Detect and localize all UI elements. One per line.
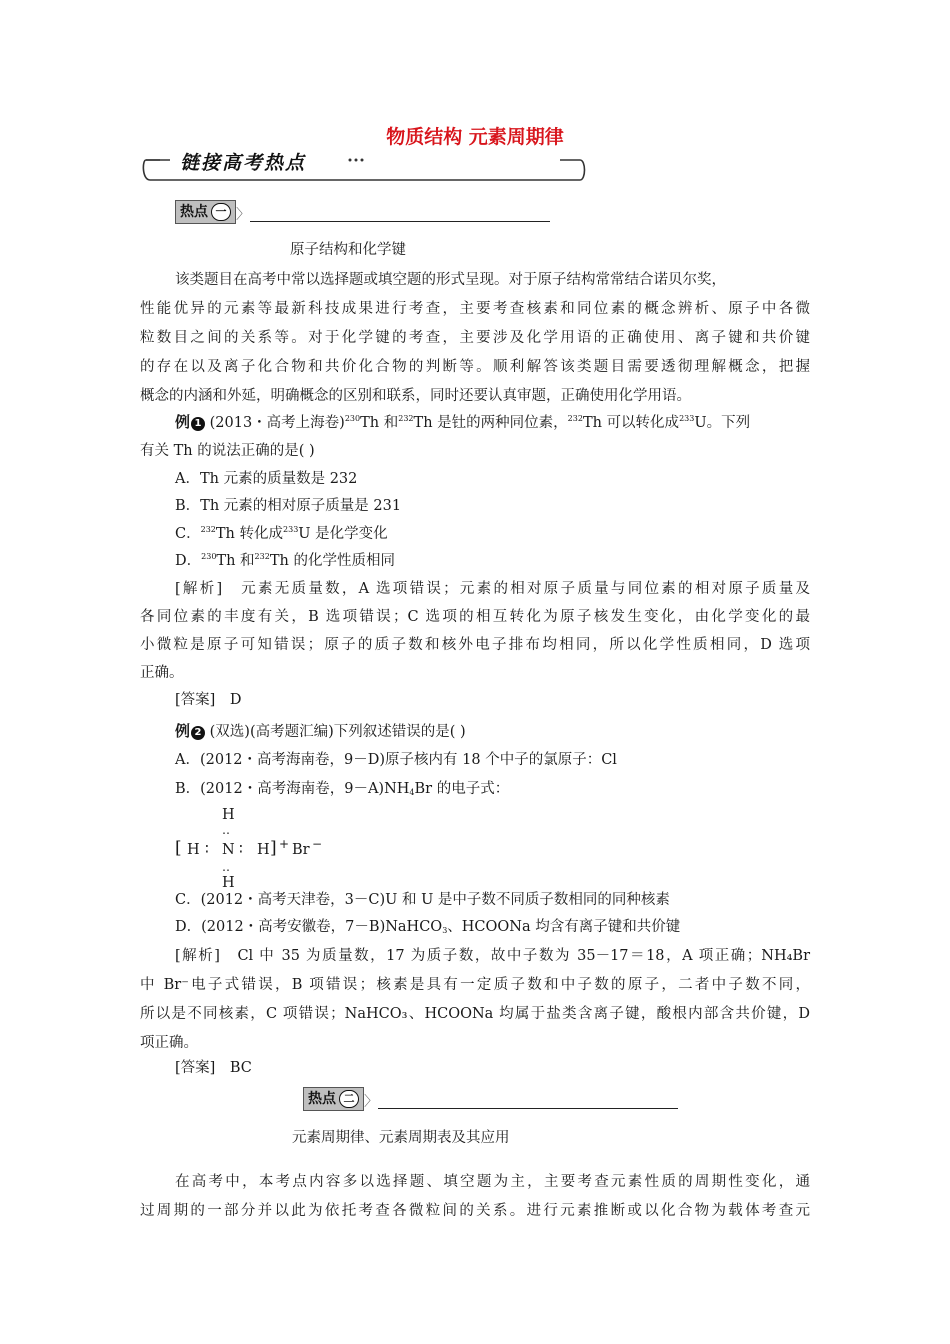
lewis-bracket-left: [	[175, 838, 182, 858]
example-1-option-c: C．$^{232}$Th 转化成$^{233}$U 是化学变化	[175, 525, 388, 542]
chevron-right-icon: 〉	[236, 207, 250, 223]
lewis-bond-colon: ∶	[239, 842, 243, 858]
example-1-question: 例 1 (2013・高考上海卷)$^{230}$Th 和$^{232}$Th 是钍的两种同位素，$^{232}$Th 可以转化成$^{233}$U。下列	[175, 413, 751, 431]
lewis-charge-plus: +	[279, 837, 290, 851]
lewis-n: N	[222, 842, 235, 858]
example-1-tag: 例 1	[175, 413, 205, 431]
hotspot-2-label: 热点	[308, 1091, 336, 1107]
lewis-bracket-right: ]	[270, 838, 277, 858]
lewis-h-left: H	[187, 842, 200, 858]
hotspot-1-para-line: 该类题目在高考中常以选择题或填空题的形式呈现。对于原子结构常常结合诺贝尔奖，	[175, 272, 726, 288]
hotspot-1-para-line: 性能优异的元素等最新科技成果进行考查，主要考查核素和同位素的概念辨析、原子中各微	[140, 301, 810, 317]
hotspot-1-label: 热点	[180, 204, 208, 220]
example-1-analysis-line: 各同位素的丰度有关，B 选项错误；C 选项的相互转化为原子核发生变化，由化学变化的最	[140, 609, 810, 625]
hotspot-2-number: 二	[339, 1090, 359, 1108]
lewis-bond-dots: ‥	[222, 823, 231, 837]
lewis-bond-colon: ∶	[205, 842, 209, 858]
example-1-option-d: D．$^{230}$Th 和$^{232}$Th 的化学性质相同	[175, 552, 395, 569]
example-2-analysis-line: [解析] Cl 中 35 为质量数，17 为质子数，故中子数为 35－17＝18，A 项正确；NH₄Br	[175, 948, 810, 964]
chevron-right-icon: 〉	[364, 1094, 378, 1110]
hotspot-2-subtitle: 元素周期律、元素周期表及其应用	[292, 1130, 510, 1146]
section-banner-title: 链接高考热点	[180, 152, 307, 174]
example-2-tag: 例 2	[175, 722, 205, 740]
hotspot-2-header	[303, 1087, 678, 1111]
hotspot-1-para-line: 概念的内涵和外延，明确概念的区别和联系，同时还要认真审题，正确使用化学用语。	[140, 388, 691, 404]
example-2-answer: [答案] BC	[175, 1060, 252, 1076]
hotspot-1-para-line: 的存在以及离子化合物和共价化合物的判断等。顺利解答该类题目需要透彻理解概念，把握	[140, 359, 810, 375]
example-2-option-a: A．(2012・高考海南卷，9－D)原子核内有 18 个中子的氯原子：Cl	[175, 752, 617, 768]
lewis-h-top: H	[222, 807, 235, 823]
hotspot-1-header	[175, 200, 550, 224]
hotspot-1-rule	[250, 221, 550, 222]
example-2-analysis-line: 项正确。	[140, 1035, 198, 1051]
example-2-option-d: D．(2012・高考安徽卷，7－B)NaHCO$_3$、HCOONa 均含有离子键和共价键	[175, 919, 681, 935]
example-2-analysis-line: 所以是不同核素，C 项错误；NaHCO₃、HCOONa 均属于盐类含离子键，酸根内部含共价键，D	[140, 1006, 810, 1022]
hotspot-1-subtitle: 原子结构和化学键	[290, 242, 406, 258]
lewis-h-right: H	[257, 842, 270, 858]
example-1-answer: [答案] D	[175, 692, 242, 708]
hotspot-2-rule	[378, 1108, 678, 1109]
document-title: 物质结构 元素周期律	[386, 126, 564, 148]
example-2-option-c: C．(2012・高考天津卷，3－C)U 和 U 是中子数不同质子数相同的同种核素	[175, 892, 670, 908]
example-1-analysis-line: [解析] 元素无质量数，A 选项错误；元素的相对原子质量与同位素的相对原子质量及	[175, 581, 810, 597]
hotspot-1-para-line: 粒数目之间的关系等。对于化学键的考查，主要涉及化学用语的正确使用、离子键和共价键	[140, 330, 810, 346]
hotspot-2-para-line: 在高考中，本考点内容多以选择题、填空题为主，主要考查元素性质的周期性变化，通	[175, 1174, 810, 1190]
example-1-question-cont: 有关 Th 的说法正确的是( )	[140, 443, 315, 459]
lewis-charge-minus: −	[312, 837, 323, 851]
hotspot-1-number: 一	[211, 203, 231, 221]
example-2-analysis-line: 中 Br⁻电子式错误，B 项错误；核素是具有一定质子数和中子数的原子，二者中子数不同，	[140, 977, 810, 993]
hotspot-1-tag	[175, 200, 236, 224]
example-1-analysis-line: 小微粒是原子可知错误；原子的质子数和核外电子排布均相同，所以化学性质相同，D 选项	[140, 637, 810, 653]
lewis-br: Br	[292, 842, 310, 858]
hotspot-2-tag	[303, 1087, 364, 1111]
lewis-structure-nh4br	[175, 805, 355, 893]
lewis-h-bottom: H	[222, 875, 235, 891]
example-1-option-a: A．Th 元素的质量数是 232	[175, 471, 358, 487]
example-1-option-b: B．Th 元素的相对原子质量是 231	[175, 498, 402, 514]
example-2-question: 例 2 (双选)(高考题汇编)下列叙述错误的是( )	[175, 722, 466, 740]
hotspot-2-para-line: 过周期的一部分并以此为依托考查各微粒间的关系。进行元素推断或以化合物为载体考查元	[140, 1203, 810, 1219]
example-2-option-b: B．(2012・高考海南卷，$9-A)NH_4Br$ 的电子式：	[175, 781, 510, 797]
example-1-analysis-line: 正确。	[140, 665, 184, 681]
lewis-bond-dots: ‥	[222, 860, 231, 874]
